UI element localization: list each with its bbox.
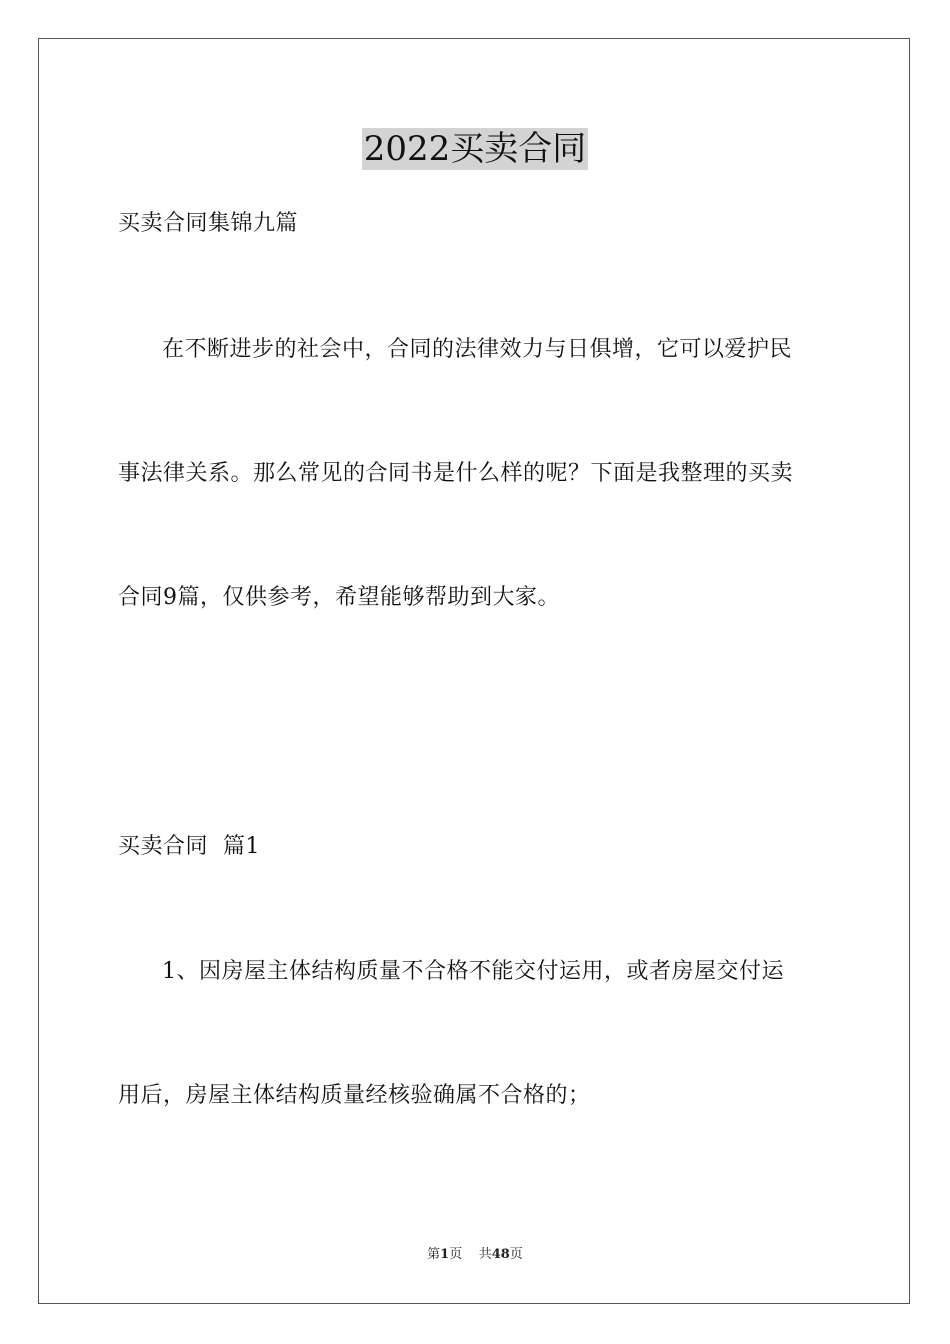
footer-prefix: 第 — [427, 1247, 441, 1262]
intro-line-3: 合同9篇，仅供参考，希望能够帮助到大家。 — [118, 585, 560, 610]
title-container — [0, 128, 950, 170]
section-heading: 买卖合同 篇1 — [118, 834, 260, 859]
footer-page-suffix: 页 — [449, 1247, 463, 1262]
page-footer — [0, 1246, 950, 1264]
footer-page-number: 1 — [440, 1247, 450, 1262]
document-subtitle: 买卖合同集锦九篇 — [118, 211, 299, 236]
footer-total-prefix: 共 — [478, 1247, 492, 1262]
section-line-1: 1、因房屋主体结构质量不合格不能交付运用，或者房屋交付运 — [162, 959, 784, 984]
footer-total-pages: 48 — [491, 1247, 510, 1262]
document-title: 2022买卖合同 — [363, 129, 587, 169]
intro-line-1: 在不断进步的社会中，合同的法律效力与日俱增，它可以爱护民 — [162, 337, 793, 362]
footer-total-suffix: 页 — [509, 1247, 523, 1262]
intro-line-2: 事法律关系。那么常见的合同书是什么样的呢？下面是我整理的买卖 — [118, 461, 794, 486]
section-line-2: 用后，房屋主体结构质量经核验确属不合格的； — [118, 1083, 591, 1108]
